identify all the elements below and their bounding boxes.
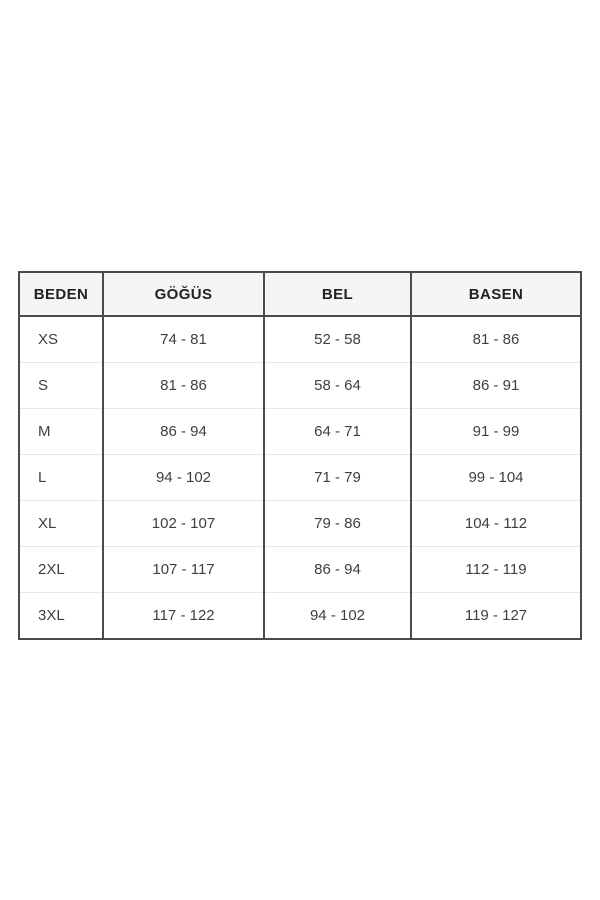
table-row — [19, 409, 581, 455]
chest-range-cell: 102 - 107 — [103, 501, 264, 547]
waist-range-cell: 94 - 102 — [264, 593, 411, 640]
waist-range-cell: 64 - 71 — [264, 409, 411, 455]
table-row — [19, 455, 581, 501]
hip-range-cell: 99 - 104 — [411, 455, 581, 501]
chest-range-cell: 94 - 102 — [103, 455, 264, 501]
chest-range-cell: 81 - 86 — [103, 363, 264, 409]
chest-range-cell: 86 - 94 — [103, 409, 264, 455]
size-cell: 3XL — [19, 593, 103, 640]
chest-range-cell: 117 - 122 — [103, 593, 264, 640]
chest-range-cell: 107 - 117 — [103, 547, 264, 593]
chest-range-cell: 74 - 81 — [103, 316, 264, 363]
header-cell-waist: BEL — [264, 272, 411, 316]
waist-range-cell: 79 - 86 — [264, 501, 411, 547]
size-cell: M — [19, 409, 103, 455]
waist-range-cell: 58 - 64 — [264, 363, 411, 409]
hip-range-cell: 104 - 112 — [411, 501, 581, 547]
size-chart-table — [18, 271, 582, 640]
table-header — [19, 272, 581, 316]
header-cell-size: BEDEN — [19, 272, 103, 316]
waist-range-cell: 71 - 79 — [264, 455, 411, 501]
hip-range-cell: 119 - 127 — [411, 593, 581, 640]
table-row — [19, 316, 581, 363]
size-cell: L — [19, 455, 103, 501]
waist-range-cell: 52 - 58 — [264, 316, 411, 363]
table-row — [19, 501, 581, 547]
hip-range-cell: 86 - 91 — [411, 363, 581, 409]
size-cell: 2XL — [19, 547, 103, 593]
table-row — [19, 547, 581, 593]
header-row — [19, 272, 581, 316]
table-body — [19, 316, 581, 639]
size-cell: XL — [19, 501, 103, 547]
size-cell: S — [19, 363, 103, 409]
table-row — [19, 363, 581, 409]
hip-range-cell: 81 - 86 — [411, 316, 581, 363]
hip-range-cell: 91 - 99 — [411, 409, 581, 455]
waist-range-cell: 86 - 94 — [264, 547, 411, 593]
table-row — [19, 593, 581, 640]
size-cell: XS — [38, 331, 59, 348]
header-cell-chest: GÖĞÜS — [103, 272, 264, 316]
hip-range-cell: 112 - 119 — [411, 547, 581, 593]
header-cell-hip: BASEN — [411, 272, 581, 316]
